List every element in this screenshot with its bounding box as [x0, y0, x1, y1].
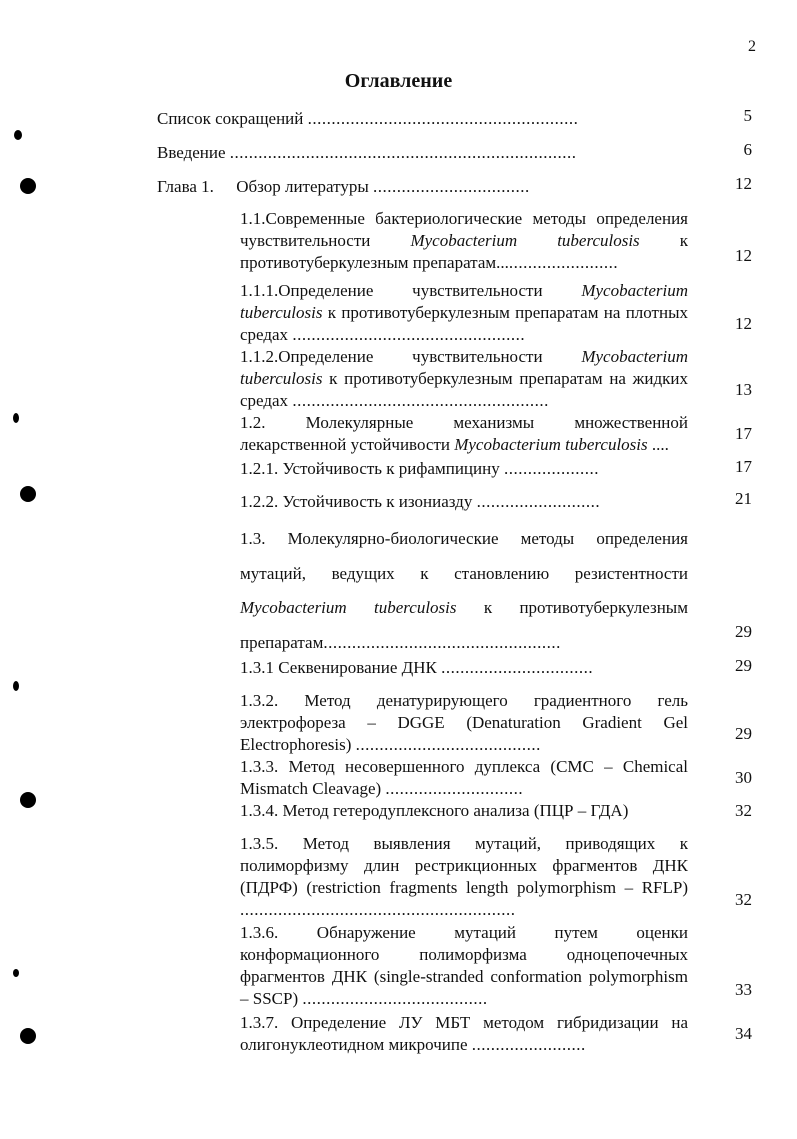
toc-page: 29 — [735, 656, 752, 675]
dot-leader: .................................................. — [323, 632, 561, 652]
dot-leader: ....................................... — [302, 989, 488, 1008]
toc-page: 21 — [735, 489, 752, 508]
toc-entry-text: 1.1.1.Определение чувствительности — [240, 281, 543, 300]
dot-leader: .................... — [503, 459, 599, 478]
dot-leader: ......................................................... — [307, 109, 579, 128]
dot-leader: ...................................................... — [292, 391, 549, 410]
toc-entry-text: 1.3.7. Определение ЛУ МБТ методом гибридизации на олигонуклеотидном микрочипе — [240, 1013, 688, 1054]
toc-entry[interactable] — [240, 833, 688, 921]
dot-leader: .......................................................... — [240, 900, 516, 919]
punch-hole — [13, 969, 19, 977]
punch-hole — [13, 681, 19, 691]
toc-entry[interactable] — [240, 756, 688, 800]
toc-page: 29 — [735, 724, 752, 743]
toc-page: 12 — [735, 246, 752, 265]
toc-entry[interactable] — [240, 657, 688, 679]
toc-page: 6 — [743, 140, 752, 159]
toc-entry-text: 1.2.1. Устойчивость к рифампицину — [240, 459, 500, 478]
page-title: Оглавление — [344, 70, 453, 92]
toc-entry-text: 1.3.1 Секвенирование ДНК — [240, 658, 437, 677]
toc-entry-italic: Mycobacterium tuberculosis — [240, 598, 457, 617]
toc-entry[interactable] — [157, 142, 697, 164]
toc-entry-italic: Mycobacterium tuberculosis — [454, 435, 648, 454]
page-number: 2 — [748, 38, 756, 55]
toc-entry[interactable] — [240, 208, 688, 274]
toc-page: 32 — [735, 890, 752, 909]
toc-entry-text: 1.2.2. Устойчивость к изониазду — [240, 492, 473, 511]
toc-page: 13 — [735, 380, 752, 399]
toc-entry-italic: Mycobacterium tuberculosis — [410, 231, 640, 250]
toc-page: 33 — [735, 980, 752, 999]
toc-entry-text: 1.1.2.Определение чувствительности — [240, 347, 543, 366]
toc-entry[interactable] — [240, 346, 688, 412]
toc-page: 30 — [735, 768, 752, 787]
dot-leader: ................................................. — [292, 325, 526, 344]
dot-leader: ......................................................................... — [229, 143, 577, 162]
toc-entry-text: 1.2. Молекулярные механизмы множественной лекарственной устойчивости — [240, 413, 688, 454]
punch-hole — [13, 413, 19, 423]
toc-entry-text: к противотуберкулезным препаратам на жидких средах — [240, 369, 689, 410]
toc-entry[interactable] — [240, 922, 688, 1010]
toc-entry[interactable] — [240, 412, 688, 456]
dot-leader: ....................... — [508, 253, 619, 272]
toc-entry[interactable] — [240, 522, 688, 660]
toc-entry-text: 1.3.3. Метод несовершенного дуплекса (CMC – Chemical Mismatch Cleavage) — [240, 757, 688, 798]
toc-entry-text: Обзор литературы — [236, 177, 369, 196]
toc-entry[interactable] — [240, 1012, 688, 1056]
punch-hole — [14, 130, 22, 140]
toc-page: 12 — [735, 174, 752, 193]
toc-entry-text: к противотуберкулезным препаратам — [240, 598, 688, 652]
toc-entry-italic: Mycobacterium tuberculosis — [240, 281, 689, 322]
toc-entry-text: Введение — [157, 143, 226, 162]
dot-leader: ................................ — [441, 658, 594, 677]
punch-hole — [20, 792, 36, 808]
dot-leader: ............................. — [385, 779, 524, 798]
toc-entry-text: к противотуберкулезным препаратам на плотных средах — [240, 303, 688, 344]
toc-entry-text: Список сокращений — [157, 109, 304, 128]
dot-leader: .......................... — [476, 492, 601, 511]
dot-leader: ........................ — [471, 1035, 586, 1054]
toc-entry-text: 1.3.2. Метод денатурирующего градиентного гель электрофореза – DGGE (Denaturation Gradient Gel Electrophoresis) — [240, 691, 688, 754]
chapter-label: Глава 1. — [157, 177, 214, 196]
toc-entry[interactable] — [240, 690, 688, 756]
toc-entry-text: 1.1.Современные бактериологические методы определения чувствительности — [240, 209, 688, 250]
toc-entry[interactable] — [157, 176, 697, 198]
toc-entry[interactable] — [240, 458, 688, 480]
toc-page: 12 — [735, 314, 752, 333]
toc-page: 17 — [735, 424, 752, 443]
toc-entry[interactable] — [240, 491, 688, 513]
punch-hole — [20, 486, 36, 502]
toc-entry-text: 1.3. Молекулярно-биологические методы определения мутаций, ведущих к становлению резистентности — [240, 529, 688, 583]
toc-entry[interactable] — [157, 108, 697, 130]
toc-page: 17 — [735, 457, 752, 476]
punch-hole — [20, 1028, 36, 1044]
toc-entry-text: 1.3.4. Метод гетеродуплексного анализа (ПЦР – ГДА) — [240, 801, 629, 820]
toc-entry-text: 1.3.6. Обнаружение мутаций путем оценки конформационного полиморфизма одноцепочечных фрагментов ДНК (single-stranded conformation polymorphism – SSCP) — [240, 923, 688, 1008]
toc-page: 34 — [735, 1024, 752, 1043]
toc-page: 32 — [735, 801, 752, 820]
toc-page: 29 — [735, 622, 752, 641]
dot-leader: ................................. — [373, 177, 530, 196]
toc-entry-italic: Mycobacterium tuberculosis — [240, 347, 689, 388]
dot-leader: ....................................... — [355, 735, 541, 754]
toc-entry[interactable] — [240, 280, 688, 346]
punch-hole — [20, 178, 36, 194]
toc-entry-text: .... — [651, 435, 669, 454]
toc-entry[interactable] — [240, 800, 700, 822]
toc-entry-text: 1.3.5. Метод выявления мутаций, приводящих к полиморфизму длин рестрикционных фрагментов ДНК (ПДРФ) (restriction fragments length polymorphism – RFLP) — [240, 834, 688, 897]
toc-entry-text: к противотуберкулезным препаратам... — [240, 231, 688, 272]
toc-page: 5 — [743, 106, 752, 125]
